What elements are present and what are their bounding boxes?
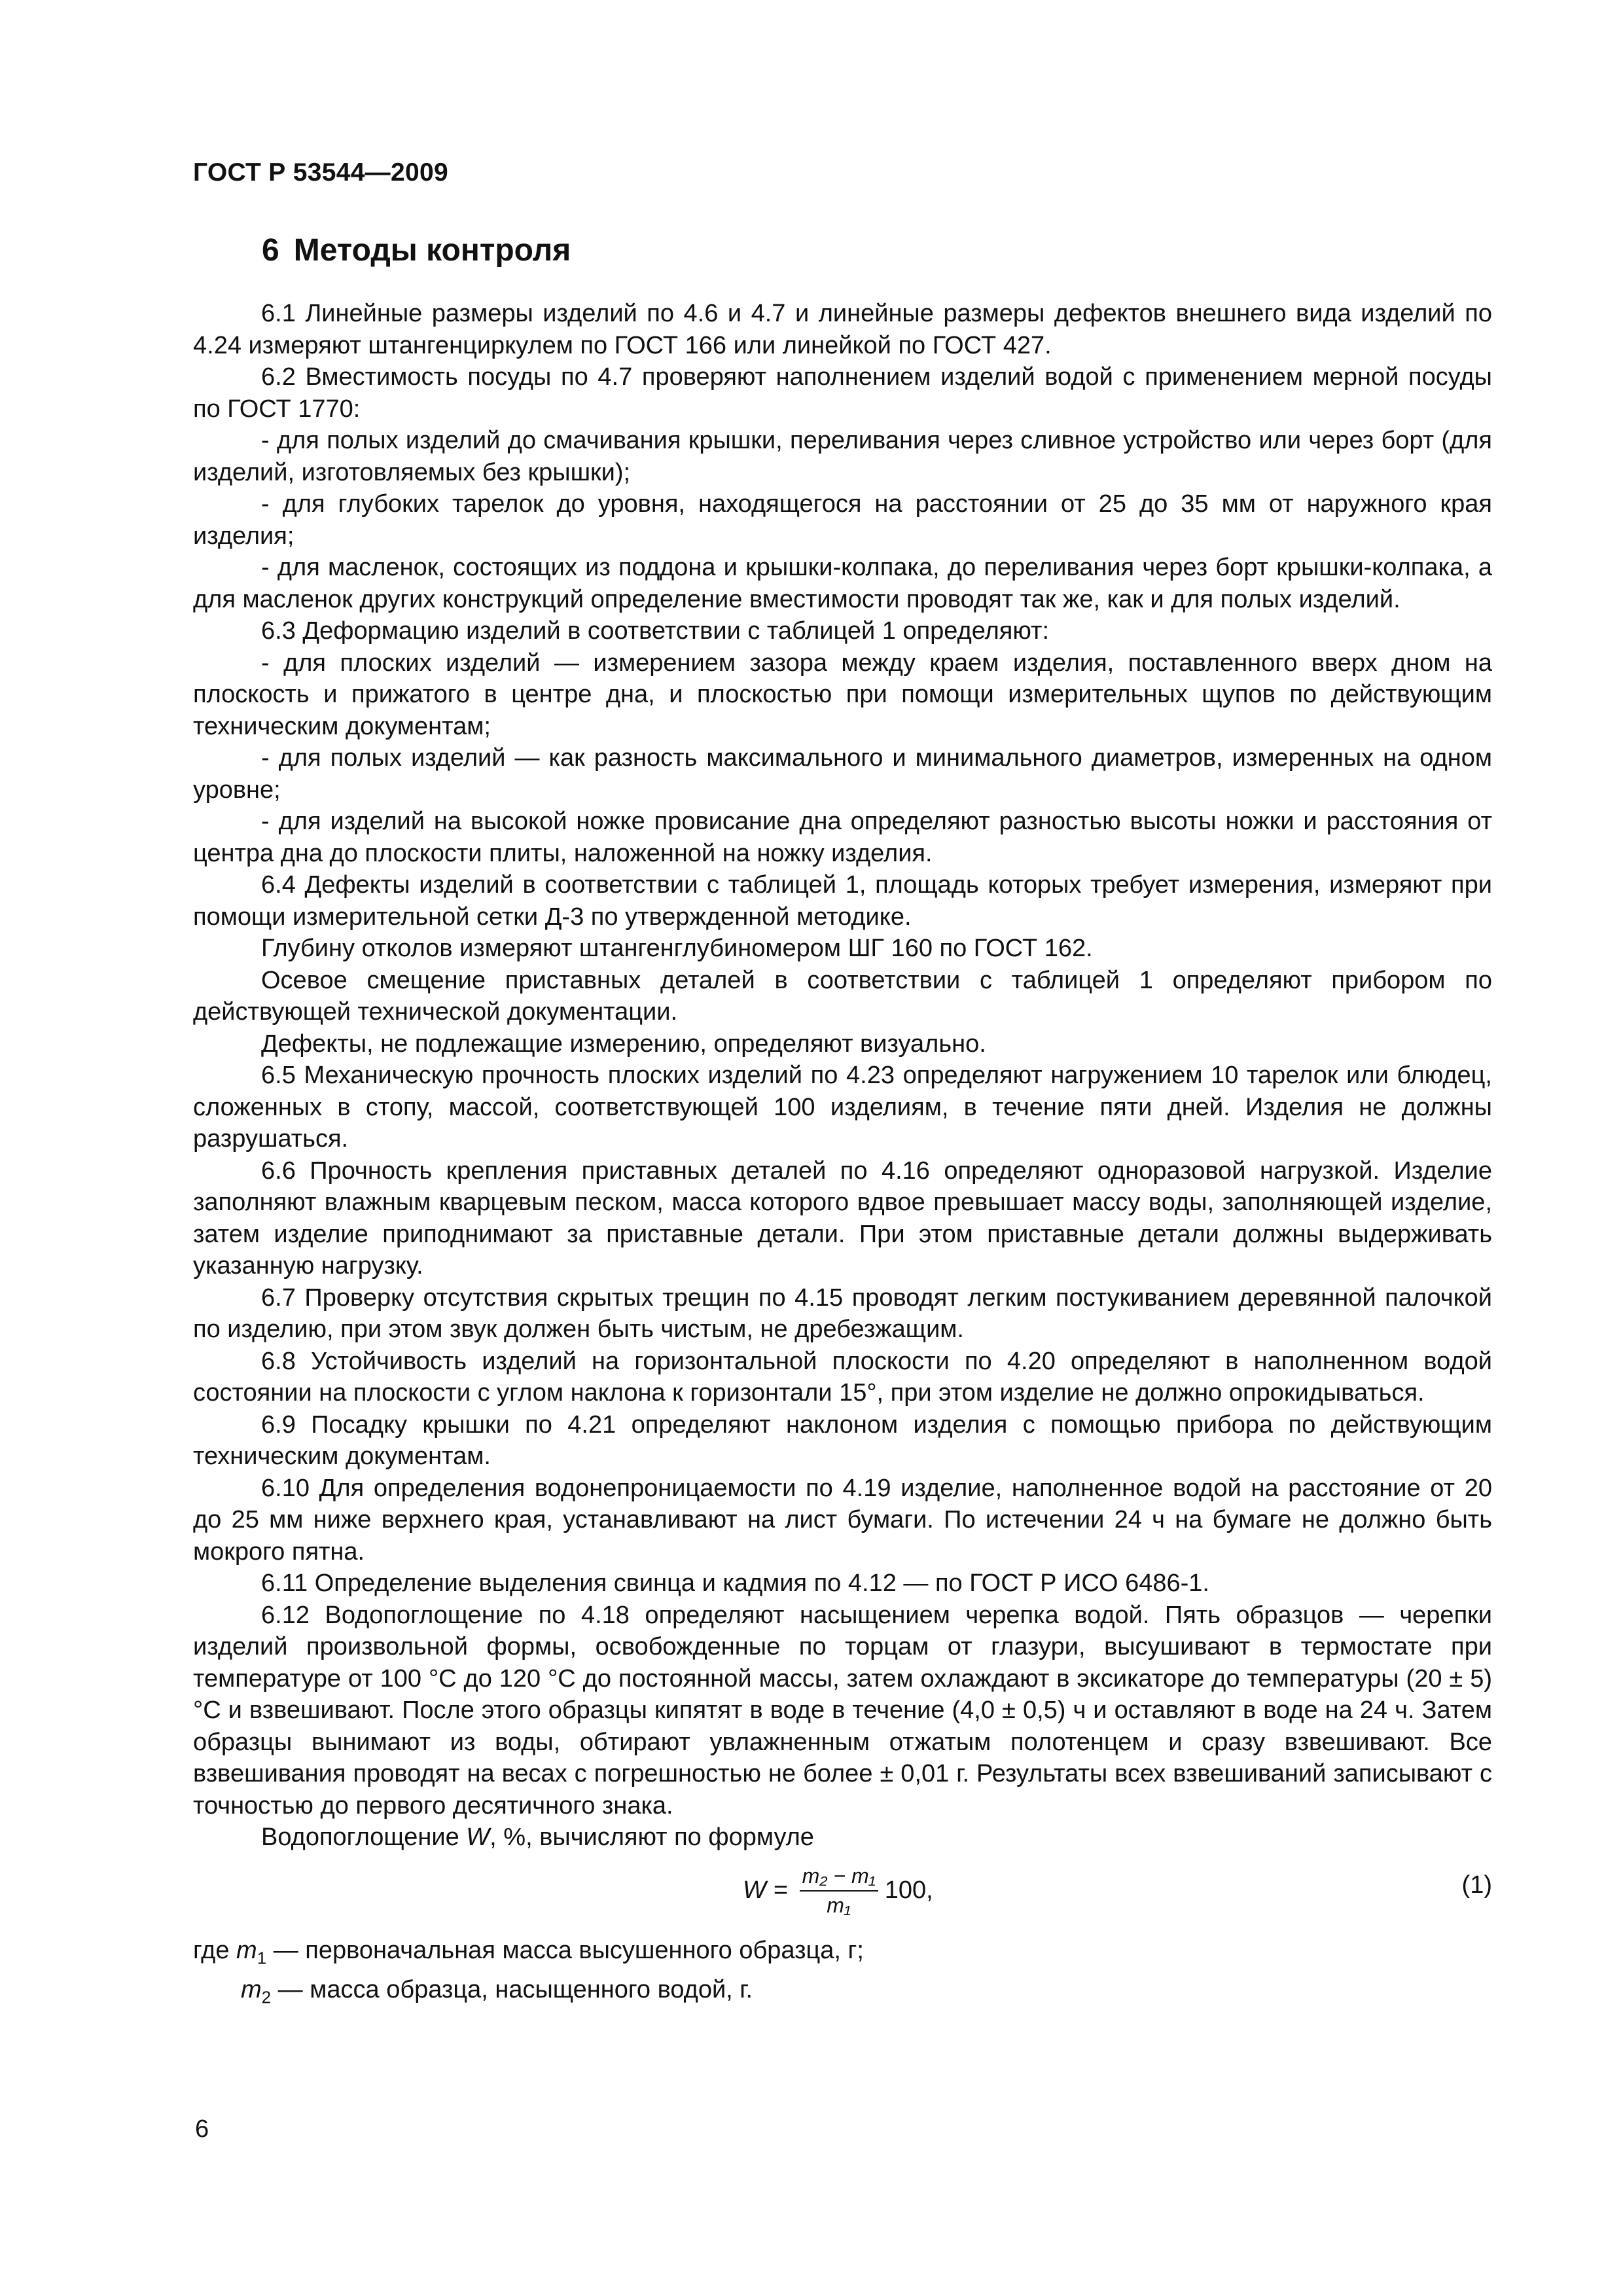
paragraph: Глубину отколов измеряют штангенглубиномером ШГ 160 по ГОСТ 162.	[261, 935, 1093, 962]
paragraph-6-4: 6.4 Дефекты изделий в соответствии с таблицей 1, площадь которых требует измерения, измеряют при помощи измерительной сетки Д-3 по утвержденной методике.	[193, 871, 1492, 931]
list-item: - для глубоких тарелок до уровня, находящегося на расстоянии от 25 до 35 мм от наружного края изделия;	[193, 490, 1492, 550]
list-item: - для полых изделий до смачивания крышки, переливания через сливное устройство или через борт (для изделий, изготовляемых без крышки);	[193, 427, 1492, 486]
section-title	[262, 232, 571, 268]
formula-block	[193, 1857, 1492, 1935]
formula-intro	[193, 1821, 1492, 1854]
formula	[743, 1863, 933, 1919]
section-number: 6	[262, 233, 279, 268]
legend-m1-var: m	[236, 1936, 257, 1964]
legend-m1-sub: 1	[257, 1948, 267, 1968]
formula-numerator: m₂ − m₁	[800, 1863, 878, 1892]
paragraph-6-7: 6.7 Проверку отсутствия скрытых трещин по 4.15 проводят легким постукиванием деревянной палочкой по изделию, при этом звук должен быть чистым, не дребезжащим.	[193, 1283, 1492, 1343]
list-item: - для плоских изделий — измерением зазора между краем изделия, поставленного вверх дном на плоскость и прижатого в центре дна, и плоскостью при помощи измерительных щупов по действующим техническим документам;	[193, 649, 1492, 740]
formula-lhs: W =	[743, 1876, 788, 1905]
legend-m1	[193, 1935, 1492, 1974]
paragraph-6-2: 6.2 Вместимость посуды по 4.7 проверяют наполнением изделий водой с применением мерной посуды по ГОСТ 1770:	[193, 363, 1492, 423]
formula-denominator: m₁	[827, 1893, 851, 1917]
legend-prefix: где	[193, 1936, 237, 1964]
paragraph-6-12: 6.12 Водопоглощение по 4.18 определяют насыщением черепка водой. Пять образцов — черепки изделий произвольной формы, освобожденные по торцам от глазури, высушивают в термостате при температуре от 100 °С до 120 °С до постоянной массы, затем охлаждают в эксикаторе до температуры (20 ± 5) °С и взвешивают. После этого образцы кипятят в воде в течение (4,0 ± 0,5) ч и оставляют в воде на 24 ч. Затем образцы вынимают из воды, обтирают увлажненным отжатым полотенцем и сразу взвешивают. Все взвешивания проводят на весах с погрешностью не более ± 0,01 г. Результаты всех взвешиваний записывают с точностью до первого десятичного знака.	[193, 1601, 1492, 1820]
page-number: 6	[195, 2115, 209, 2143]
paragraph-6-9: 6.9 Посадку крышки по 4.21 определяют наклоном изделия с помощью прибора по действующим техническим документам.	[193, 1410, 1492, 1470]
paragraph-6-6: 6.6 Прочность крепления приставных деталей по 4.16 определяют одноразовой нагрузкой. Изделие заполняют влажным кварцевым песком, масса которого вдвое превышает массу воды, заполняющей изделие, затем изделие приподнимают за приставные детали. При этом приставные детали должны выдерживать указанную нагрузку.	[193, 1157, 1492, 1280]
paragraph-6-8: 6.8 Устойчивость изделий на горизонтальной плоскости по 4.20 определяют в наполненном водой состоянии на плоскости с углом наклона к горизонтали 15°, при этом изделие не должно опрокидываться.	[193, 1347, 1492, 1407]
formula-intro-before: Водопоглощение	[261, 1823, 467, 1851]
paragraph-6-5: 6.5 Механическую прочность плоских изделий по 4.23 определяют нагружением 10 тарелок или блюдец, сложенных в стопу, массой, соответствующей 100 изделиям, в течение пяти дней. Изделия не должны разрушаться.	[193, 1062, 1492, 1153]
legend-m2	[193, 1974, 1492, 2013]
paragraph-6-1: 6.1 Линейные размеры изделий по 4.6 и 4.7 и линейные размеры дефектов внешнего вида изделий по 4.24 измеряют штангенциркулем по ГОСТ 166 или линейкой по ГОСТ 427.	[193, 300, 1492, 359]
formula-legend	[193, 1935, 1492, 2013]
list-item: - для масленок, состоящих из поддона и крышки-колпака, до переливания через борт крышки-колпака, а для масленок других конструкций определение вместимости проводят так же, как и для полых изделий.	[193, 554, 1492, 613]
legend-m2-sub: 2	[261, 1987, 272, 2007]
formula-intro-var: W	[466, 1823, 490, 1851]
list-item: - для полых изделий — как разность максимального и минимального диаметров, измеренных на одном уровне;	[193, 744, 1492, 804]
formula-number: (1)	[1461, 1871, 1492, 1899]
paragraph-6-11: 6.11 Определение выделения свинца и кадмия по 4.12 — по ГОСТ Р ИСО 6486-1.	[261, 1570, 1209, 1597]
legend-m2-text: — масса образца, насыщенного водой, г.	[271, 1975, 753, 2003]
list-item: - для изделий на высокой ножке провисание дна определяют разностью высоты ножки и расстояния от центра дна до плоскости плиты, наложенной на ножку изделия.	[193, 808, 1492, 867]
document-body	[193, 298, 1492, 2013]
paragraph-6-3: 6.3 Деформацию изделий в соответствии с таблицей 1 определяют:	[261, 617, 1049, 645]
legend-m2-var: m	[241, 1975, 262, 2003]
formula-rhs: 100,	[884, 1876, 933, 1905]
legend-m1-text: — первоначальная масса высушенного образца, г;	[266, 1936, 864, 1964]
paragraph-6-10: 6.10 Для определения водонепроницаемости по 4.19 изделие, наполненное водой на расстояние от 20 до 25 мм ниже верхнего края, устанавливают на лист бумаги. По истечении 24 ч на бумаге не должно быть мокрого пятна.	[193, 1474, 1492, 1566]
paragraph: Осевое смещение приставных деталей в соответствии с таблицей 1 определяют прибором по действующей технической документации.	[193, 966, 1492, 1026]
formula-fraction	[800, 1863, 878, 1919]
section-title-text: Методы контроля	[293, 233, 571, 268]
formula-intro-after: , %, вычисляют по формуле	[490, 1823, 814, 1851]
document-header-code: ГОСТ Р 53544—2009	[193, 158, 448, 187]
paragraph: Дефекты, не подлежащие измерению, определяют визуально.	[261, 1030, 986, 1058]
